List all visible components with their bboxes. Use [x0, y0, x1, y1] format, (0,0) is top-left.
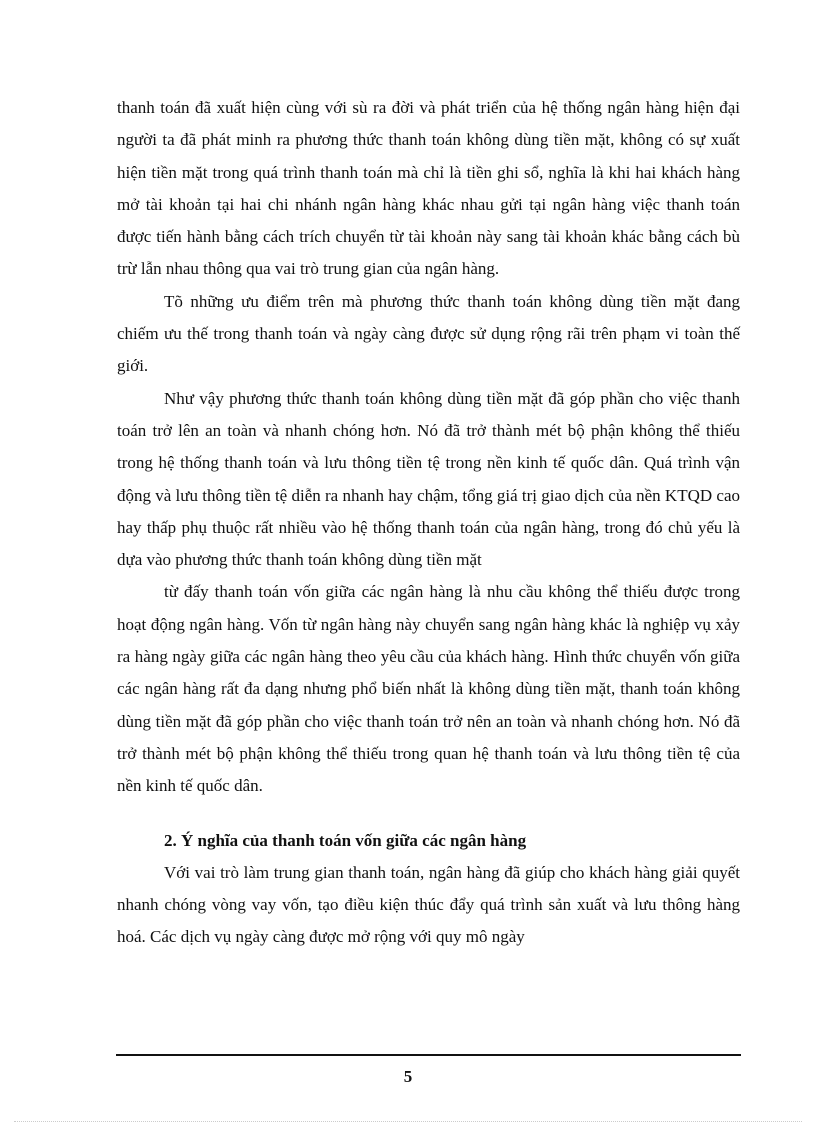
paragraph-4: từ đấy thanh toán vốn giữa các ngân hàng là nhu cầu không thể thiếu được trong hoạt động ngân hàng. Vốn từ ngân hàng này chuyển sang ngân hàng khác là nghiệp vụ xảy ra hàng ngày giữa các ngân hàng theo yêu cầu của khách hàng. Hình thức chuyển vốn giữa các ngân hàng rất đa dạng nhưng phổ biến nhất là không dùng tiền mặt, thanh toán không dùng tiền mặt đã góp phần cho việc thanh toán trở nên an toàn và nhanh chóng hơn. Nó đã trở thành mét bộ phận không thể thiếu trong quan hệ thanh toán và lưu thông tiền tệ của nền kinh tế quốc dân.	[117, 582, 740, 796]
footer-divider	[116, 1054, 741, 1056]
paragraph-2: Tõ những ưu điểm trên mà phương thức thanh toán không dùng tiền mặt đang chiếm ưu thế trong thanh toán và ngày càng được sử dụng rộng rãi trên phạm vi toàn thế giới.	[117, 291, 740, 376]
section-paragraph: Với vai trò làm trung gian thanh toán, ngân hàng đã giúp cho khách hàng giải quyết nhanh chóng vòng vay vốn, tạo điều kiện thúc đẩy quá trình sản xuất và lưu thông hàng hoá. Các dịch vụ ngày càng được mở rộng với quy mô ngày	[117, 862, 740, 947]
page-number: 5	[403, 1067, 413, 1086]
section-heading: 2. Ý nghĩa của thanh toán vốn giữa các ngân hàng	[164, 830, 527, 850]
paragraph-1: thanh toán đã xuất hiện cùng với sù ra đời và phát triển của hệ thống ngân hàng hiện đại người ta đã phát minh ra phương thức thanh toán không dùng tiền mặt, không có sự xuất hiện tiền mặt trong quá trình thanh toán mà chỉ là tiền ghi sổ, nghĩa là khi hai khách hàng mở tài khoản tại hai chi nhánh ngân hàng khác nhau gửi tại ngân hàng việc thanh toán được tiến hành bằng cách trích chuyển từ tài khoản này sang tài khoản khác bằng cách bù trừ lẫn nhau thông qua vai trò trung gian của ngân hàng.	[117, 98, 740, 279]
page-bottom-edge	[14, 1121, 802, 1122]
page-body	[117, 92, 740, 953]
paragraph-3: Như vậy phương thức thanh toán không dùng tiền mặt đã góp phần cho việc thanh toán trở lên an toàn và nhanh chóng hơn. Nó đã trở thành mét bộ phận không thể thiếu trong hệ thống thanh toán và lưu thông tiền tệ trong nền kinh tế quốc dân. Quá trình vận động và lưu thông tiền tệ diễn ra nhanh hay chậm, tổng giá trị giao dịch của nền KTQD cao hay thấp phụ thuộc rất nhiều vào hệ thống thanh toán của ngân hàng, trong đó chủ yếu là dựa vào phương thức thanh toán không dùng tiền mặt	[117, 388, 740, 570]
